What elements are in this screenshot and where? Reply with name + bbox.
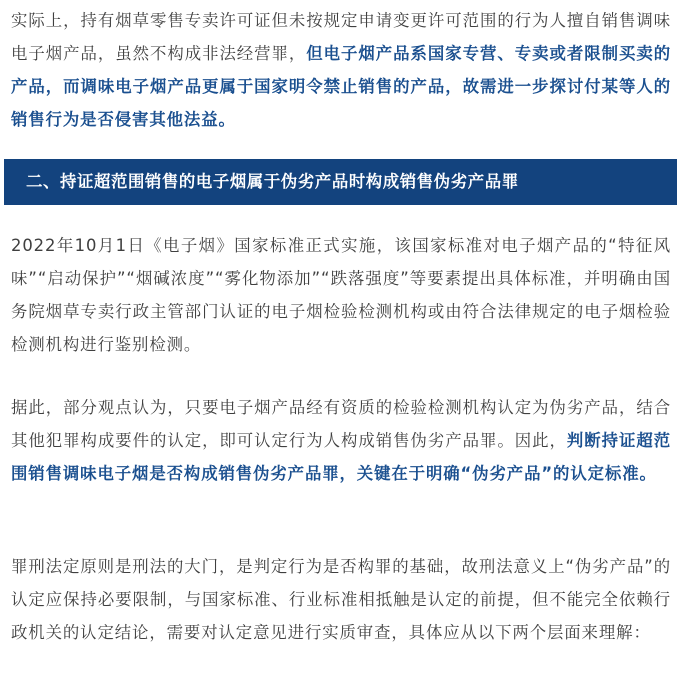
paragraph-standard	[11, 229, 671, 361]
paragraph-view	[11, 391, 671, 490]
paragraph-standard-text: 2022年10月1日《电子烟》国家标准正式实施，该国家标准对电子烟产品的“特征风味”“启动保护”“烟碱浓度”“雾化物添加”“跌落强度”等要素提出具体标准，并明确由国务院烟草专卖行政主管部门认证的电子烟检验检测机构或由符合法律规定的电子烟检验检测机构进行鉴别检测。	[11, 236, 671, 354]
paragraph-intro-highlight: 但电子烟产品系国家专营、专卖或者限制买卖的产品，而调味电子烟产品更属于国家明令禁止销售的产品，故需进一步探讨付某等人的销售行为是否侵害其他法益。	[11, 44, 671, 129]
paragraph-view-text: 据此，部分观点认为，只要电子烟产品经有资质的检验检测机构认定为伪劣产品，结合其他犯罪构成要件的认定，即可认定行为人构成销售伪劣产品罪。因此，	[11, 398, 671, 450]
section-heading: 二、持证超范围销售的电子烟属于伪劣产品时构成销售伪劣产品罪	[4, 159, 677, 205]
paragraph-principle-text: 罪刑法定原则是刑法的大门，是判定行为是否构罪的基础，故刑法意义上“伪劣产品”的认定应保持必要限制，与国家标准、行业标准相抵触是认定的前提，但不能完全依赖行政机关的认定结论，需要对认定意见进行实质审查，具体应从以下两个层面来理解：	[11, 557, 671, 642]
paragraph-principle	[11, 550, 671, 649]
paragraph-intro-text: 实际上，持有烟草零售专卖许可证但未按规定申请变更许可范围的行为人擅自销售调味电子烟产品，虽然不构成非法经营罪，	[11, 11, 671, 63]
paragraph-view-highlight: 判断持证超范围销售调味电子烟是否构成销售伪劣产品罪，关键在于明确“伪劣产品”的认定标准。	[11, 431, 671, 483]
paragraph-intro	[11, 4, 671, 136]
